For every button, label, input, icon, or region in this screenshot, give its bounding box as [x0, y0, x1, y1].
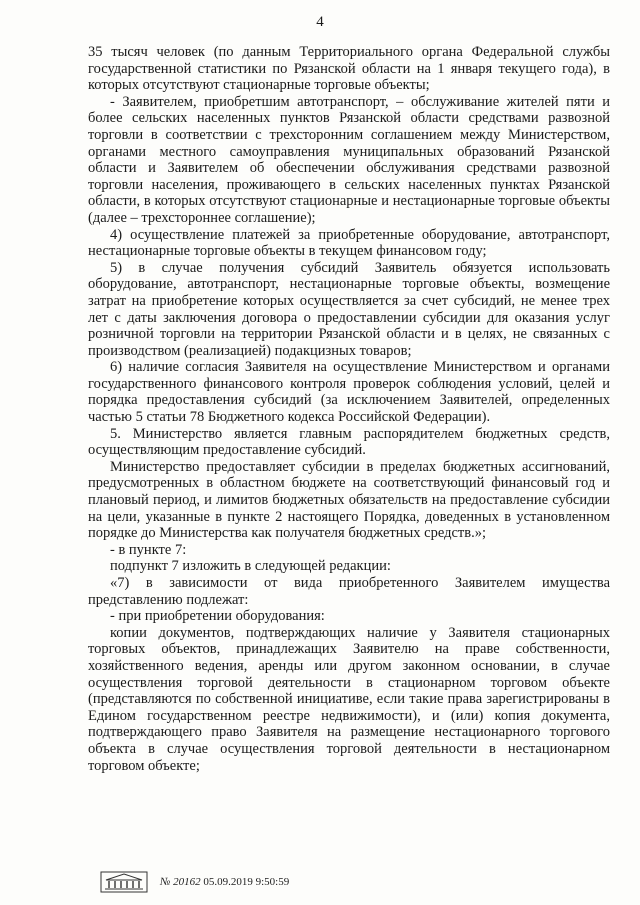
- paragraph-11: - при приобретении оборудования:: [110, 608, 325, 625]
- paragraph-10: «7) в зависимости от вида приобретенного Заявителем имущества представлению подлежат:: [88, 575, 610, 608]
- stamp-number: № 20162: [160, 876, 201, 888]
- paragraph-1: 35 тысяч человек (по данным Территориального органа Федеральной службы государственной статистики по Рязанской области на 1 января текущего года), в которых отсутствуют стационарные торговые объекты;: [88, 44, 610, 94]
- government-building-icon: [100, 871, 148, 893]
- registration-stamp: [160, 876, 289, 888]
- paragraph-12: копии документов, подтверждающих наличие у Заявителя стационарных торговых объектов, принадлежащих Заявителю на праве собственности, хозяйственного ведения, аренды или другом законном основании, в случае осуществления торговой деятельности в стационарном торговом объекте (представляются по собственной инициативе, если такие права зарегистрированы в Едином государственном реестре недвижимости), и (или) копия документа, подтверждающего право Заявителя на размещение нестационарного торгового объекта в случае осуществления торговой деятельности в нестационарном торговом объекте;: [88, 624, 610, 774]
- paragraph-2: - Заявителем, приобретшим автотранспорт, – обслуживание жителей пяти и более сельских населенных пунктов Рязанской области средствами развозной торговли в соответствии с трехсторонним соглашением между Министерством, органами местного самоуправления муниципальных образований Рязанской области и Заявителем об обеспечении обслуживания средствами развозной торговли населения, проживающего в сельских населенных пунктах Рязанской области, в которых отсутствуют стационарные и нестационарные торговые объекты (далее – трехстороннее соглашение);: [88, 93, 610, 226]
- paragraph-4: 5) в случае получения субсидий Заявитель обязуется использовать оборудование, автотранспорт, нестационарные торговые объекты, возмещение затрат на приобретение которых осуществляется за счет субсидий, не менее трех лет с даты заключения договора о предоставлении субсидии для оказания услуг розничной торговли на территории Рязанской области и в целях, не связанных с производством (реализацией) подакцизных товаров;: [88, 259, 610, 359]
- stamp-timestamp: 05.09.2019 9:50:59: [203, 876, 290, 888]
- paragraph-7: Министерство предоставляет субсидии в пределах бюджетных ассигнований, предусмотренных в областном бюджете на соответствующий финансовый год и плановый период, и лимитов бюджетных обязательств на предоставление субсидии на цели, указанные в пункте 2 настоящего Порядка, доведенных в установленном порядке до Министерства как получателя бюджетных средств.»;: [88, 458, 610, 542]
- registration-footer: [100, 870, 520, 894]
- paragraph-9: подпункт 7 изложить в следующей редакции:: [110, 558, 391, 575]
- document-body: [88, 44, 610, 774]
- paragraph-8: - в пункте 7:: [110, 541, 187, 558]
- page-number: 4: [316, 14, 324, 30]
- paragraph-6: 5. Министерство является главным распорядителем бюджетных средств, осуществляющим предоставление субсидий.: [88, 425, 610, 459]
- paragraph-5: 6) наличие согласия Заявителя на осуществление Министерством и органами государственного финансового контроля проверок соблюдения условий, целей и порядка предоставления субсидий (за исключением Заявителей, определенных частью 5 статьи 78 Бюджетного кодекса Российской Федерации).: [88, 359, 610, 426]
- paragraph-3: 4) осуществление платежей за приобретенные оборудование, автотранспорт, нестационарные торговые объекты в текущем финансовом году;: [88, 226, 610, 260]
